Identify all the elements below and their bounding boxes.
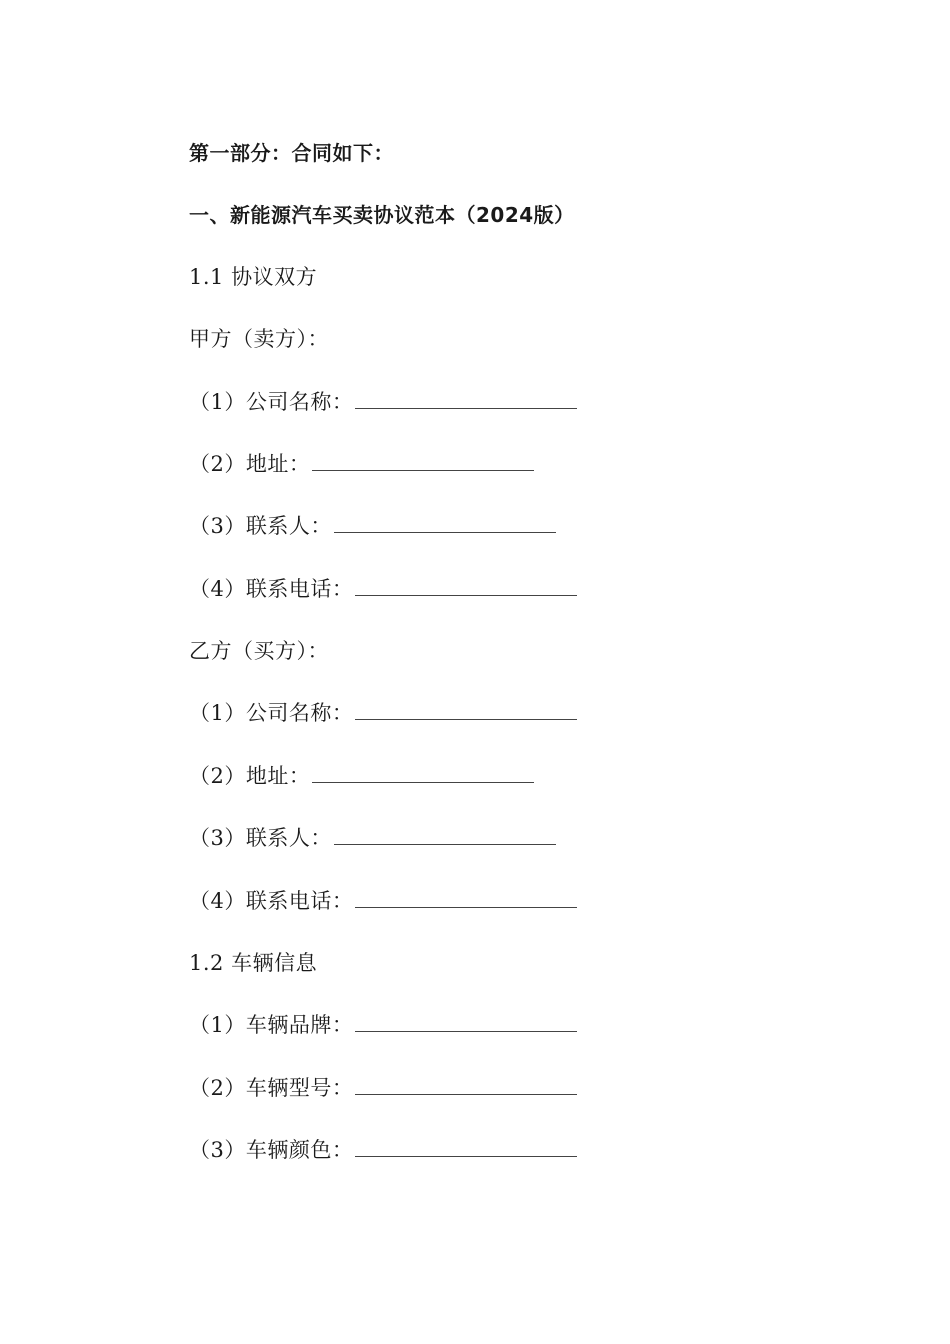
fill-in-blank[interactable] xyxy=(355,387,577,409)
field-label: （3）联系人： xyxy=(189,514,332,538)
party-a-contact-field xyxy=(189,511,556,541)
vehicle-color-field xyxy=(189,1135,577,1165)
contract-title: 一、新能源汽车买卖协议范本（2024版） xyxy=(189,203,575,227)
vehicle-model-field xyxy=(189,1073,577,1103)
party-b-company-name-field xyxy=(189,698,577,728)
party-b-phone-field xyxy=(189,886,577,916)
field-label: （3）车辆颜色： xyxy=(189,1138,354,1162)
field-label: （3）联系人： xyxy=(189,826,332,850)
party-a-phone-field xyxy=(189,574,577,604)
fill-in-blank[interactable] xyxy=(334,511,556,533)
field-label: （1）公司名称： xyxy=(189,390,354,414)
field-label: （4）联系电话： xyxy=(189,577,354,601)
fill-in-blank[interactable] xyxy=(334,823,556,845)
field-label: （4）联系电话： xyxy=(189,889,354,913)
field-label: （2）地址： xyxy=(189,452,311,476)
fill-in-blank[interactable] xyxy=(355,1073,577,1095)
party-a-company-name-field xyxy=(189,387,577,417)
field-label: （2）车辆型号： xyxy=(189,1076,354,1100)
section-heading-vehicle: 1.2 车辆信息 xyxy=(189,951,318,975)
party-b-address-field xyxy=(189,761,534,791)
party-b-label: 乙方（买方）： xyxy=(189,639,329,663)
part-title: 第一部分：合同如下： xyxy=(189,141,394,165)
section-heading-parties: 1.1 协议双方 xyxy=(189,265,318,289)
party-b-contact-field xyxy=(189,823,556,853)
fill-in-blank[interactable] xyxy=(355,1010,577,1032)
field-label: （1）车辆品牌： xyxy=(189,1013,354,1037)
field-label: （2）地址： xyxy=(189,764,311,788)
party-a-label: 甲方（卖方）： xyxy=(189,327,329,351)
vehicle-brand-field xyxy=(189,1010,577,1040)
field-label: （1）公司名称： xyxy=(189,701,354,725)
fill-in-blank[interactable] xyxy=(355,1135,577,1157)
fill-in-blank[interactable] xyxy=(312,449,534,471)
fill-in-blank[interactable] xyxy=(355,886,577,908)
party-a-address-field xyxy=(189,449,534,479)
fill-in-blank[interactable] xyxy=(355,698,577,720)
fill-in-blank[interactable] xyxy=(312,761,534,783)
fill-in-blank[interactable] xyxy=(355,574,577,596)
